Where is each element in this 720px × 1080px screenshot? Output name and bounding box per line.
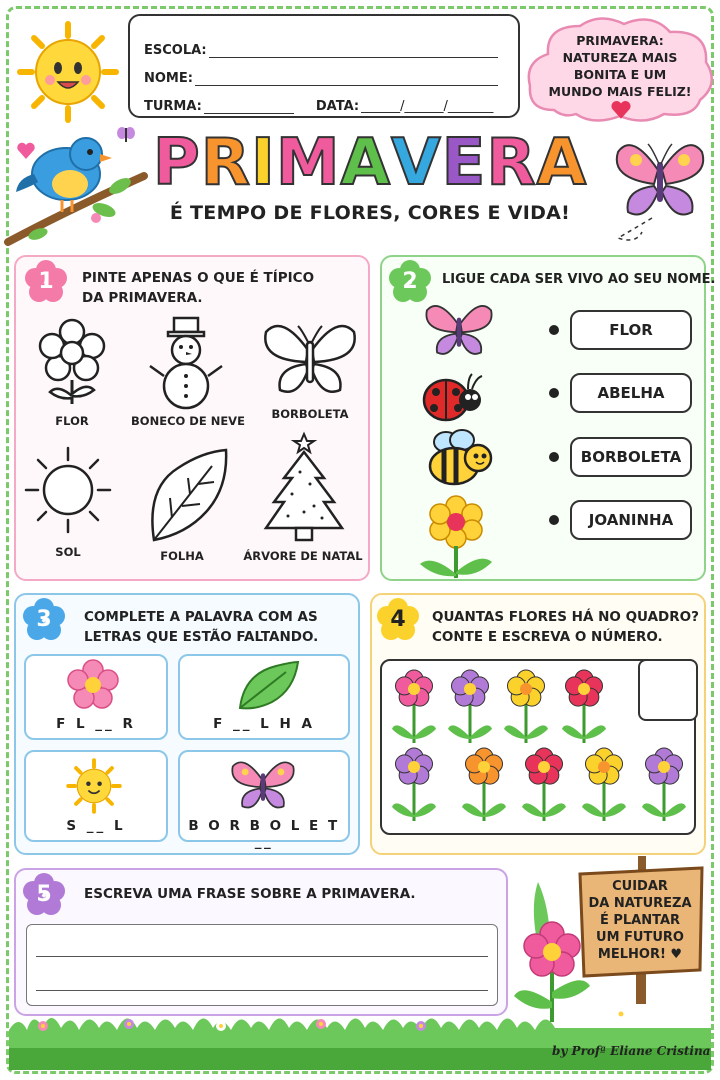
- activity-4-number: 4: [390, 607, 406, 632]
- count-flower-icon: [582, 748, 626, 821]
- count-flower-icon: [504, 670, 548, 743]
- activity-2-number: 2: [402, 269, 418, 294]
- sun-icon: [66, 758, 122, 814]
- item-label-arvore-de-natal: ÁRVORE DE NATAL: [243, 549, 363, 563]
- name-option-borboleta[interactable]: BORBOLETA: [570, 437, 692, 477]
- butterfly-icon: [612, 126, 708, 246]
- date-label: DATA:: [315, 99, 360, 114]
- class-date-line: [144, 86, 506, 114]
- activity-5-number: 5: [36, 882, 52, 907]
- title-letter: A: [340, 126, 392, 200]
- connect-dot[interactable]: [549, 452, 559, 462]
- butterfly-icon[interactable]: [424, 298, 494, 362]
- name-option-joaninha[interactable]: JOANINHA: [570, 500, 692, 540]
- item-label-borboleta: BORBOLETA: [271, 407, 349, 421]
- student-info-card: [128, 14, 520, 118]
- item-label-folha: FOLHA: [160, 549, 204, 563]
- activity-1-number: 1: [38, 269, 54, 294]
- cloud-message: [540, 32, 700, 100]
- name-field[interactable]: [195, 72, 498, 86]
- snowman-icon[interactable]: [148, 316, 224, 408]
- cloud-line: MUNDO MAIS FELIZ!: [548, 84, 692, 99]
- flower-icon[interactable]: [418, 494, 494, 578]
- sign-line: DA NATUREZA: [588, 896, 692, 911]
- leaf-icon: [236, 660, 300, 712]
- item-label-flor: FLOR: [55, 414, 89, 428]
- count-flower-icon: [392, 748, 436, 821]
- activity-1-instruction: [82, 268, 314, 308]
- item-label-boneco-de-neve: BONECO DE NEVE: [131, 414, 245, 428]
- name-option-abelha[interactable]: ABELHA: [570, 373, 692, 413]
- instruction-line: QUANTAS FLORES HÁ NO QUADRO?: [432, 609, 699, 625]
- title-letter: E: [441, 126, 487, 200]
- activity-3-instruction: [84, 607, 318, 647]
- class-label: TURMA:: [144, 99, 202, 114]
- word-blank-sol: S __ L: [66, 818, 126, 834]
- title-letter: I: [251, 126, 276, 200]
- small-butterfly-icon: [116, 126, 136, 144]
- count-flower-icon: [448, 670, 492, 743]
- instruction-line: DA PRIMAVERA.: [82, 290, 203, 306]
- sun-outline-icon[interactable]: [22, 444, 114, 536]
- word-blank-flor: F L __ R: [56, 716, 136, 732]
- activity-2-instruction: LIGUE CADA SER VIVO AO SEU NOME.: [442, 272, 716, 287]
- word-blank-folha: F __ L H A: [213, 716, 315, 732]
- sentence-answer-area[interactable]: [26, 924, 498, 1006]
- sign-line: CUIDAR: [612, 879, 668, 894]
- sun-icon: [18, 22, 118, 122]
- bee-icon[interactable]: [426, 428, 494, 490]
- page-title: [140, 126, 600, 200]
- school-field[interactable]: [209, 44, 498, 58]
- sign-line: UM FUTURO: [596, 930, 684, 945]
- name-line: [144, 58, 506, 86]
- count-flower-icon: [562, 670, 606, 743]
- leaf-outline-icon[interactable]: [142, 448, 230, 544]
- instruction-line: PINTE APENAS O QUE É TÍPICO: [82, 270, 315, 286]
- butterfly-icon: [230, 758, 296, 812]
- cloud-line: BONITA E UM: [573, 67, 667, 82]
- count-flower-icon: [462, 748, 506, 821]
- page-subtitle: É TEMPO DE FLORES, CORES E VIDA!: [169, 202, 571, 224]
- date-field[interactable]: ______/______/_______: [361, 99, 494, 114]
- name-option-flor[interactable]: FLOR: [570, 310, 692, 350]
- instruction-line: CONTE E ESCREVA O NÚMERO.: [432, 629, 663, 645]
- cloud-line: PRIMAVERA:: [576, 33, 664, 48]
- school-label: ESCOLA:: [144, 43, 207, 58]
- instruction-line: COMPLETE A PALAVRA COM AS: [84, 609, 318, 625]
- item-label-sol: SOL: [55, 545, 81, 559]
- count-flower-icon: [642, 748, 686, 821]
- activity-4-instruction: [432, 607, 699, 647]
- connect-dot[interactable]: [549, 325, 559, 335]
- activity-5-instruction: ESCREVA UMA FRASE SOBRE A PRIMAVERA.: [84, 886, 416, 902]
- writing-line: [36, 956, 488, 957]
- flower-outline-icon[interactable]: [36, 320, 108, 404]
- connect-dot[interactable]: [549, 515, 559, 525]
- word-blank-borboleta: B O R B O L E T __: [188, 818, 340, 850]
- title-letter: V: [391, 126, 442, 200]
- author-credit: by Profª Eliane Cristina: [552, 1044, 711, 1058]
- count-flower-icon: [522, 748, 566, 821]
- school-line: [144, 30, 506, 58]
- title-letter: A: [536, 126, 588, 200]
- grass-border: [9, 1000, 711, 1070]
- christmas-tree-icon[interactable]: [262, 432, 346, 542]
- sign-line: É PLANTAR: [599, 913, 681, 928]
- cloud-line: NATUREZA MAIS: [562, 50, 678, 65]
- connect-dot[interactable]: [549, 388, 559, 398]
- instruction-line: LETRAS QUE ESTÃO FALTANDO.: [84, 629, 319, 645]
- butterfly-outline-icon[interactable]: [262, 320, 358, 398]
- title-letter: R: [200, 126, 252, 200]
- ladybug-icon[interactable]: [414, 370, 484, 426]
- sign-line: MELHOR! ♥: [597, 947, 683, 962]
- count-flower-icon: [392, 670, 436, 743]
- title-letter: R: [486, 126, 537, 200]
- name-label: NOME:: [144, 71, 193, 86]
- title-letter: M: [275, 126, 341, 200]
- writing-line: [36, 990, 488, 991]
- flower-icon: [66, 660, 120, 710]
- flower-field: [380, 659, 696, 835]
- heart-icon: [610, 100, 632, 120]
- activity-3-number: 3: [36, 607, 52, 632]
- heart-icon: [16, 142, 36, 160]
- sign-message: [582, 878, 698, 963]
- title-letter: P: [152, 126, 201, 200]
- class-field[interactable]: [204, 100, 294, 114]
